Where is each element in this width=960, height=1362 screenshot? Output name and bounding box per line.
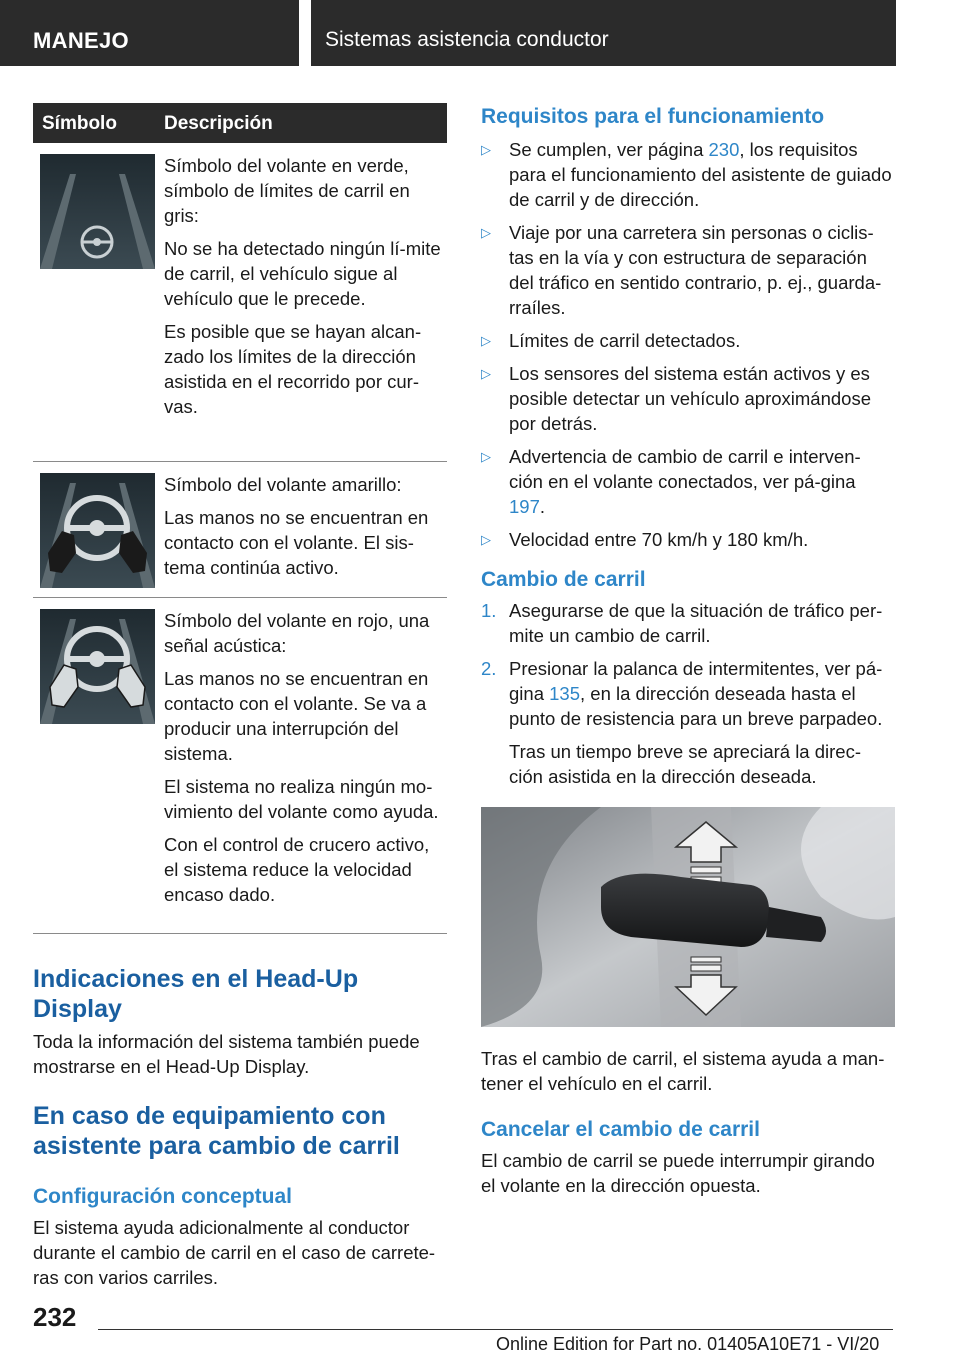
steering-wheel-red-hands-icon bbox=[40, 609, 155, 724]
description-text: Las manos no se encuentran en contacto con el volante. El sis-tema continúa activo. bbox=[164, 507, 429, 578]
page-link[interactable]: 135 bbox=[549, 683, 580, 704]
right-column bbox=[481, 103, 893, 1198]
row-description bbox=[164, 598, 447, 917]
chapter-title: Sistemas asistencia conductor bbox=[325, 28, 609, 51]
triangle-bullet-icon: ▷ bbox=[481, 333, 491, 348]
column-header-description: Descripción bbox=[164, 113, 273, 134]
cancel-paragraph: El cambio de carril se puede interrumpir girando el volante en la dirección opuesta. bbox=[481, 1150, 875, 1196]
triangle-bullet-icon: ▷ bbox=[481, 449, 491, 464]
item-text: . bbox=[539, 496, 546, 517]
steering-wheel-green-icon bbox=[40, 154, 155, 269]
heading-cancel-lane-change: Cancelar el cambio de carril bbox=[481, 1118, 760, 1141]
description-text: Símbolo del volante en rojo, una señal acústica: bbox=[164, 610, 430, 656]
triangle-bullet-icon: ▷ bbox=[481, 366, 491, 381]
item-text: Advertencia de cambio de carril e interven-ción en el volante conectados, ver pá-gina bbox=[509, 446, 861, 492]
list-item bbox=[481, 328, 893, 353]
hud-paragraph: Toda la información del sistema también puede mostrarse en el Head-Up Display. bbox=[33, 1031, 420, 1077]
table-header bbox=[33, 103, 447, 143]
item-text: Límites de carril detectados. bbox=[509, 330, 741, 351]
left-column bbox=[33, 103, 447, 1290]
step-number: 2. bbox=[481, 658, 497, 679]
chapter-tab bbox=[311, 0, 896, 66]
step-note: Tras un tiempo breve se apreciará la direc-ción asistida en la dirección deseada. bbox=[509, 741, 861, 787]
heading-lane-change-equipment: En caso de equipamiento con asistente para cambio de carril bbox=[33, 1102, 400, 1160]
item-text: Asegurarse de que la situación de tráfico per-mite un cambio de carril. bbox=[509, 600, 883, 646]
footer-divider bbox=[98, 1329, 893, 1330]
section-title: MANEJO bbox=[33, 28, 129, 53]
description-text: Con el control de crucero activo, el sistema reduce la velocidad encaso dado. bbox=[164, 834, 430, 905]
steering-wheel-yellow-hands-icon bbox=[40, 473, 155, 588]
concept-paragraph: El sistema ayuda adicionalmente al conductor durante el cambio de carril en el caso de carrete-ras con varios carriles. bbox=[33, 1217, 436, 1288]
after-change-paragraph: Tras el cambio de carril, el sistema ayuda a man-tener el vehículo en el carril. bbox=[481, 1048, 885, 1094]
item-text: Se cumplen, ver página bbox=[509, 139, 709, 160]
item-text: Velocidad entre 70 km/h y 180 km/h. bbox=[509, 529, 809, 550]
list-item bbox=[481, 137, 893, 212]
heading-requirements: Requisitos para el funcionamiento bbox=[481, 105, 825, 128]
triangle-bullet-icon: ▷ bbox=[481, 225, 491, 240]
list-item bbox=[481, 444, 893, 519]
triangle-bullet-icon: ▷ bbox=[481, 142, 491, 157]
list-item bbox=[481, 527, 893, 552]
page-header bbox=[0, 0, 960, 66]
list-item bbox=[481, 220, 893, 320]
steps-list bbox=[481, 598, 893, 789]
item-text: Los sensores del sistema están activos y es posible detectar un vehículo aproximándose por detrás. bbox=[509, 363, 872, 434]
table-row bbox=[33, 598, 447, 934]
triangle-bullet-icon: ▷ bbox=[481, 532, 491, 547]
step-number: 1. bbox=[481, 600, 497, 621]
table-row bbox=[33, 462, 447, 598]
row-description bbox=[164, 462, 447, 590]
description-text: Las manos no se encuentran en contacto con el volante. Se va a producir una interrupción del sistema. bbox=[164, 668, 429, 764]
heading-lane-change: Cambio de carril bbox=[481, 568, 646, 591]
page-number: 232 bbox=[33, 1302, 77, 1332]
heading-head-up-display: Indicaciones en el Head-Up Display bbox=[33, 965, 359, 1023]
page-link[interactable]: 197 bbox=[509, 496, 540, 517]
item-text: , los requisitos para el funcionamiento del asistente de guiado de carril y de dirección. bbox=[509, 139, 892, 210]
item-text: Presionar la palanca de intermitentes, ver pá-gina bbox=[509, 658, 883, 704]
list-item bbox=[481, 656, 893, 789]
description-text: El sistema no realiza ningún mo-vimiento del volante como ayuda. bbox=[164, 776, 439, 822]
row-description bbox=[164, 143, 447, 429]
turn-signal-lever-photo bbox=[481, 807, 895, 1027]
item-text: Viaje por una carretera sin personas o ciclis-tas en la vía y con estructura de separación del tráfico en sentido contrario, p. ej., guarda-rraíles. bbox=[509, 222, 882, 318]
heading-conceptual-config: Configuración conceptual bbox=[33, 1185, 293, 1208]
description-text: Es posible que se hayan alcan-zado los límites de la dirección asistida en el recorrido por cur-vas. bbox=[164, 321, 422, 417]
description-text: No se ha detectado ningún lí-mite de carril, el vehículo sigue al vehículo que le precede. bbox=[164, 238, 441, 309]
list-item bbox=[481, 598, 893, 648]
column-header-symbol: Símbolo bbox=[42, 113, 117, 134]
description-text: Símbolo del volante amarillo: bbox=[164, 474, 402, 495]
item-text: , en la dirección deseada hasta el punto de resistencia para un breve parpadeo. bbox=[509, 683, 883, 729]
requirements-list bbox=[481, 137, 893, 552]
edition-note: Online Edition for Part no. 01405A10E71 - VI/20 bbox=[496, 1334, 880, 1354]
section-tab bbox=[0, 0, 299, 66]
table-row bbox=[33, 143, 447, 462]
page-link[interactable]: 230 bbox=[708, 139, 740, 160]
list-item bbox=[481, 361, 893, 436]
description-text: Símbolo del volante en verde, símbolo de límites de carril en gris: bbox=[164, 155, 410, 226]
